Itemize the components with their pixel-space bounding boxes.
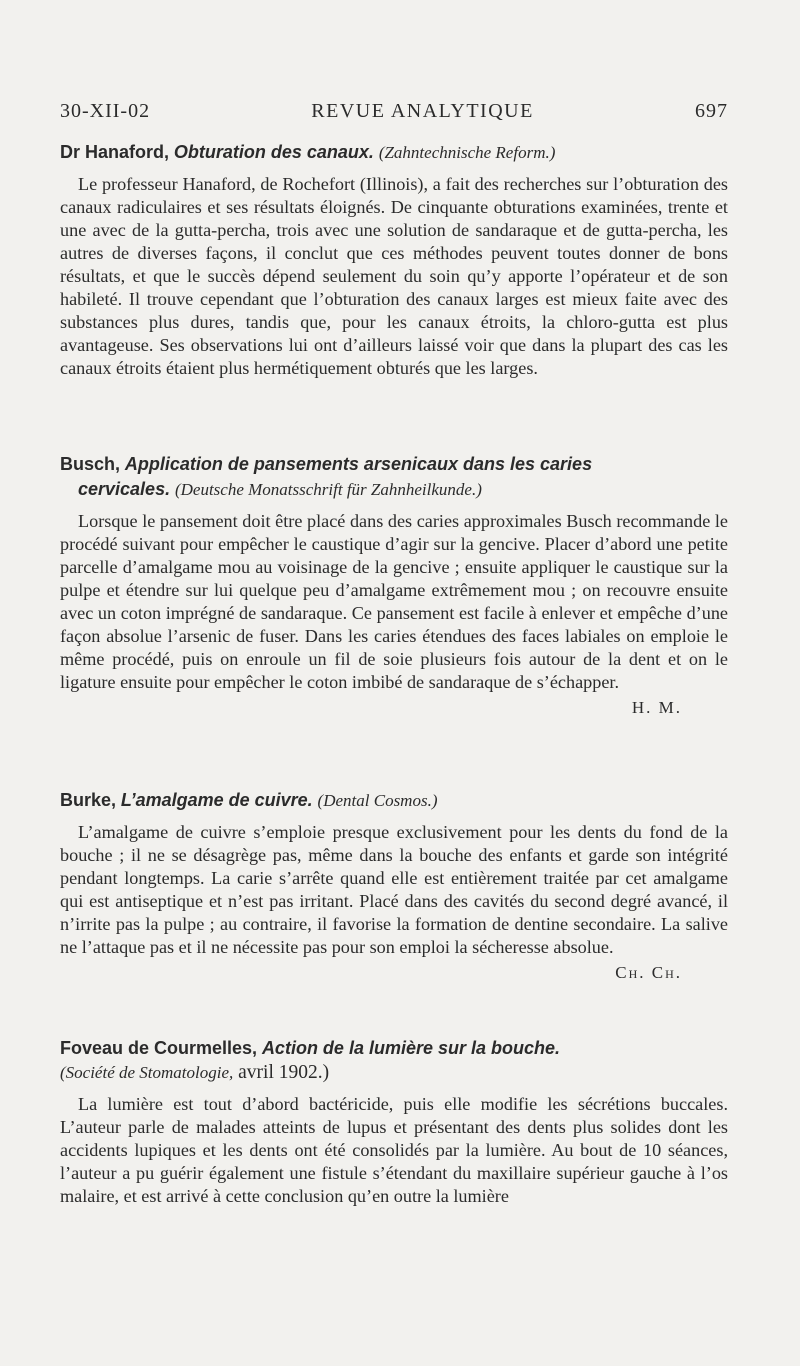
article-heading (60, 788, 728, 813)
article-source-date: avril 1902.) (238, 1062, 330, 1083)
header-journal-title: REVUE ANALYTIQUE (311, 100, 534, 122)
page-number: 697 (695, 100, 728, 122)
article-busch (60, 452, 728, 718)
article-body: Lorsque le pansement doit être placé dans des caries approximales Busch recommande le procédé suivant pour empêcher le caustique d’agir sur la gencive. Placer d’abord une petite parcelle d’amalgame mou au voisinage de la gencive ; ensuite appliquer le caustique sur la pulpe et étendre sur lui quelque peu d’amalgame extrêmement mou ; on recouvre ensuite avec un coton imprégné de sandaraque. Ce pansement est facile à enlever et empêche d’une façon absolue l’arsenic de fuser. Dans les caries étendues des faces labiales on emploie le même procédé, puis on enroule un fil de soie plusieurs fois autour de la dent et on le ligature ensuite pour empêcher le coton imbibé de sandaraque de s’échapper. (60, 511, 728, 692)
article-signature: Ch. Ch. (615, 963, 682, 982)
article-foveau-de-courmelles (60, 1036, 728, 1208)
article-body: Le professeur Hanaford, de Rochefort (Illinois), a fait des recherches sur l’obturation des canaux radiculaires et ses résultats éloignés. De cinquante obturations examinées, trente et une avec de la gutta-percha, trois avec une solution de sandaraque et de gutta-percha, les autres de diverses façons, il conclut que ces méthodes peuvent toutes donner de bons résultats, et que le succès dépend seulement du soin qu’y apporte l’opérateur et de son habileté. Il trouve cependant que l’obturation des canaux larges est mieux faite avec des substances plus dures, tandis que, pour les canaux étroits, la chloro-gutta est plus avantageuse. Ses observations lui ont d’ailleurs laissé voir que dans la plupart des cas les canaux étroits étaient plus hermétiquement obturés que les larges. (60, 174, 728, 378)
article-heading (60, 452, 728, 502)
article-title-continued: cervicales. (78, 479, 171, 499)
article-title: L’amalgame de cuivre. (120, 790, 313, 810)
article-body: L’amalgame de cuivre s’emploie presque exclusivement pour les dents du fond de la bouche ; il ne se désagrège pas, même dans la bouche des enfants et garde son intégrité pendant longtemps. La carie s’arrête quand elle est entièrement traitée par cet amalgame qui est antiseptique et n’est pas irritant. Placé dans des cavités du second degré avancé, il n’irrite pas la pulpe ; au contraire, il favorise la formation de dentine secondaire. La salive ne l’attaque pas et il ne nécessite pas pour son emploi la sécheresse absolue. (60, 822, 728, 957)
article-author: Dr Hanaford, (60, 142, 170, 162)
article-author: Burke, (60, 790, 117, 810)
article-author: Foveau de Courmelles, (60, 1038, 258, 1058)
article-title: Obturation des canaux. (173, 142, 374, 162)
article-source: (Deutsche Monatsschrift für Zahnheilkunde.) (174, 480, 482, 499)
running-header (60, 100, 728, 123)
article-heading (60, 1036, 728, 1085)
article-body: La lumière est tout d’abord bactéricide, puis elle modifie les sécrétions buccales. L’auteur parle de malades atteints de lupus et présentant des dents plus solides dont les accidents lupiques et les dents ont été consolidés par la lumière. Au bout de 10 séances, l’auteur a pu guérir également une fistule s’étendant du maxillaire supérieur gauche à l’os malaire, et est arrivé à cette conclusion qu’en outre la lumière (60, 1094, 728, 1206)
article-title: Application de pansements arsenicaux dans les caries (124, 454, 593, 474)
article-source: (Dental Cosmos.) (317, 791, 438, 810)
article-source: (Zahntechnische Reform.) (378, 143, 556, 162)
article-heading (60, 140, 728, 165)
article-burke (60, 788, 728, 983)
article-title: Action de la lumière sur la bouche. (261, 1038, 561, 1058)
article-source: (Société de Stomatologie, (60, 1063, 234, 1082)
header-date: 30-XII-02 (60, 100, 151, 122)
article-signature: H. M. (631, 698, 682, 717)
article-author: Busch, (60, 454, 121, 474)
article-hanaford (60, 140, 728, 380)
